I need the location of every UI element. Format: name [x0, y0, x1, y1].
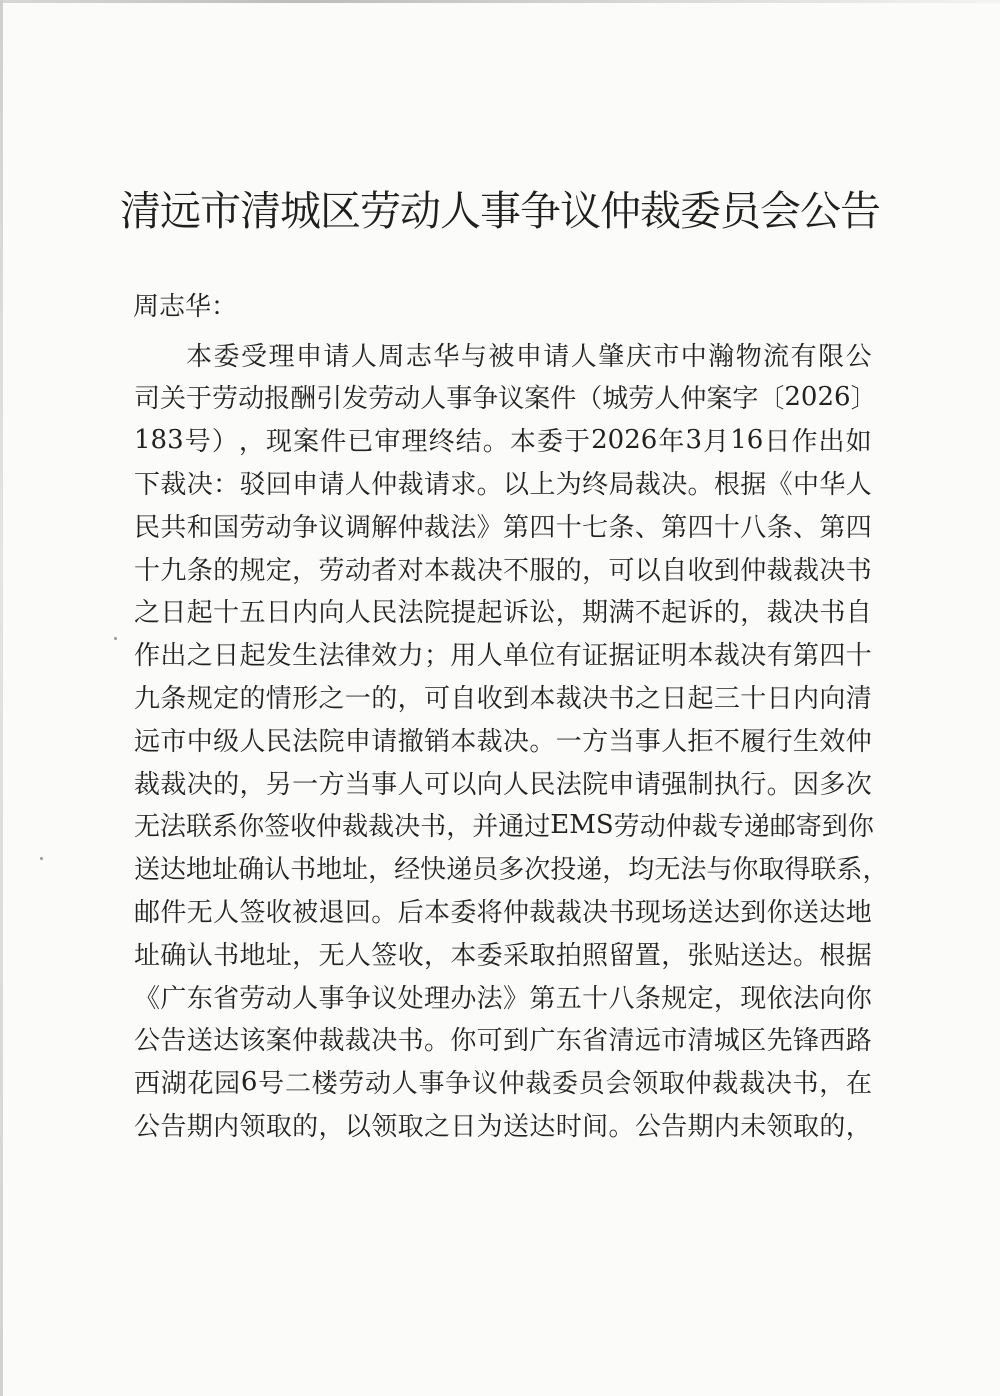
body-line: 西 湖 花 园 6 号 二 楼 劳 动 人 事 争 议 仲 裁 委 员 会 领 取 仲 裁 裁 决 书 ， 在 — [134, 1066, 872, 1100]
body-line: 民 共 和 国 劳 动 争 议 调 解 仲 裁 法 》 第 四 十 七 条 、 第 四 十 八 条 、 第 四 — [134, 512, 872, 543]
document-title: 清远市清城区劳动人事争议仲裁委员会公告 — [120, 187, 880, 235]
body-line: 之 日 起 十 五 日 内 向 人 民 法 院 提 起 诉 讼 ， 期 满 不 起 诉 的 ， 裁 决 书 自 — [134, 598, 872, 629]
body-line: 作 出 之 日 起 发 生 法 律 效 力 ； 用 人 单 位 有 证 据 证 明 本 裁 决 有 第 四 十 — [134, 641, 872, 672]
body-line: 裁 裁 决 的 ， 另 一 方 当 事 人 可 以 向 人 民 法 院 申 请 强 制 执 行 。 因 多 次 — [134, 769, 872, 800]
body-line: 送 达 地 址 确 认 书 地 址 ， 经 快 递 员 多 次 投 递 ， 均 无 法 与 你 取 得 联 系 ， — [134, 855, 889, 886]
body-line: 司 关 于 劳 动 报 酬 引 发 劳 动 人 事 争 议 案 件 （ 城 劳 人 仲 案 字 〔 2026 〕 — [134, 381, 877, 415]
body-line: 邮 件 无 人 签 收 被 退 回 。 后 本 委 将 仲 裁 裁 决 书 现 场 送 达 到 你 送 达 地 — [134, 897, 872, 928]
scan-speck — [40, 857, 43, 860]
body-line: 九 条 规 定 的 情 形 之 一 的 ， 可 自 收 到 本 裁 决 书 之 日 起 三 十 日 内 向 清 — [134, 683, 872, 714]
body-line: 《 广 东 省 劳 动 人 事 争 议 处 理 办 法 》 第 五 十 八 条 规 定 ， 现 依 法 向 你 — [134, 983, 872, 1014]
body-line: 本 委 受 理 申 请 人 周 志 华 与 被 申 请 人 肇 庆 市 中 瀚 物 流 有 限 公 — [186, 341, 872, 372]
scan-speck — [114, 637, 117, 640]
body-line: 远 市 中 级 人 民 法 院 申 请 撤 销 本 裁 决 。 一 方 当 事 人 拒 不 履 行 生 效 仲 — [134, 726, 872, 757]
salutation: 周志华： — [133, 292, 238, 322]
body-line: 十 九 条 的 规 定 ， 劳 动 者 对 本 裁 决 不 服 的 ， 可 以 自 收 到 仲 裁 裁 决 书 — [134, 555, 872, 586]
body-line: 公 告 期 内 领 取 的 ， 以 领 取 之 日 为 送 达 时 间 。 公 告 期 内 未 领 取 的 ， — [134, 1111, 872, 1142]
body-line: 址 确 认 书 地 址 ， 无 人 签 收 ， 本 委 采 取 拍 照 留 置 ， 张 贴 送 达 。 根 据 — [134, 940, 872, 971]
body-line: 下 裁 决 ： 驳 回 申 请 人 仲 裁 请 求 。 以 上 为 终 局 裁 决 。 根 据 《 中 华 人 — [134, 469, 872, 500]
body-line: 无 法 联 系 你 签 收 仲 裁 裁 决 书 ， 并 通 过 EMS 劳 动 仲 裁 专 递 邮 寄 到 你 — [134, 809, 874, 843]
body-line: 公 告 送 达 该 案 仲 裁 裁 决 书 。 你 可 到 广 东 省 清 远 市 清 城 区 先 锋 西 路 — [134, 1026, 872, 1057]
scan-edge-top — [0, 0, 1000, 3]
body-line: 183 号 ） ， 现 案 件 已 审 理 终 结 。 本 委 于 2026 年 3 月 16 日 作 出 如 — [134, 424, 872, 458]
